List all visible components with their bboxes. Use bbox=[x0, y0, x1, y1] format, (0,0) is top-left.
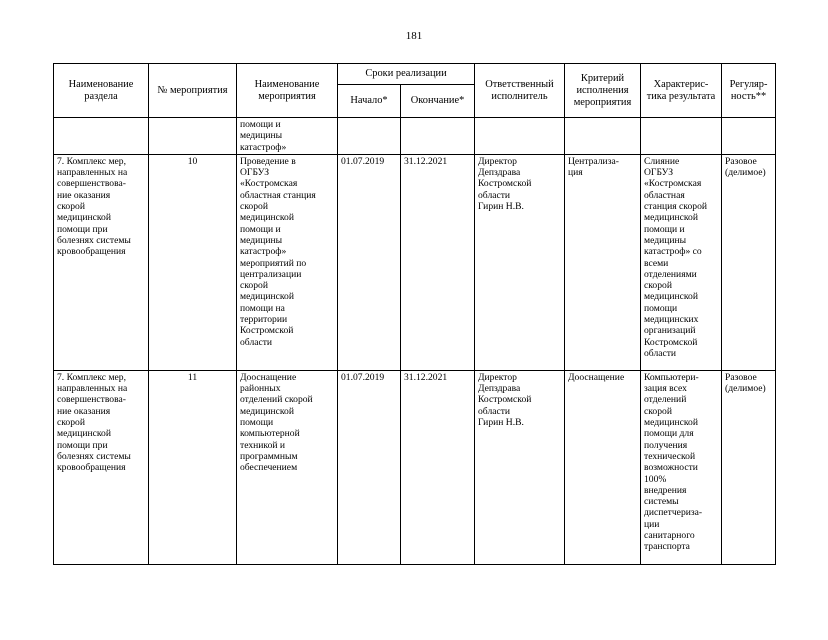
section-cell: 7. Комплекс мер, направленных на совершенствова- ние оказания скорой медицинской помощи при болезнях системы кровообращения bbox=[54, 154, 149, 370]
header-end: Окончание* bbox=[401, 85, 475, 118]
regularity-cell: Разовое (делимое) bbox=[722, 154, 776, 370]
header-dates: Сроки реализации bbox=[338, 64, 475, 85]
result-cell: Слияние ОГБУЗ «Костромская областная станция скорой медицинской помощи и медицины катастроф» со всеми отделениями скорой медицинской помощи медицинских организаций Костромской области bbox=[641, 154, 722, 370]
criterion-cell: Централиза- ция bbox=[565, 154, 641, 370]
end-date-cell: 31.12.2021 bbox=[401, 370, 475, 564]
regularity-cell: Разовое (делимое) bbox=[722, 370, 776, 564]
end-date-cell: 31.12.2021 bbox=[401, 154, 475, 370]
name-cell: Проведение в ОГБУЗ «Костромская областная станция скорой медицинской помощи и медицины катастроф» мероприятий по централизации скорой медицинской помощи на территории Костромской области bbox=[237, 154, 338, 370]
header-start: Начало* bbox=[338, 85, 401, 118]
criterion-cell: Дооснащение bbox=[565, 370, 641, 564]
header-result: Характерис-тика результата bbox=[641, 64, 722, 118]
responsible-cell: Директор Депздрава Костромской области Гирин Н.В. bbox=[475, 370, 565, 564]
header-responsible: Ответственный исполнитель bbox=[475, 64, 565, 118]
header-regularity: Регуляр-ность** bbox=[722, 64, 776, 118]
start-date-cell: 01.07.2019 bbox=[338, 370, 401, 564]
header-section: Наименование раздела bbox=[54, 64, 149, 118]
table-row-continuation bbox=[54, 118, 776, 155]
section-cell: 7. Комплекс мер, направленных на совершенствова- ние оказания скорой медицинской помощи при болезнях системы кровообращения bbox=[54, 370, 149, 564]
start-date-cell: 01.07.2019 bbox=[338, 154, 401, 370]
number-cell: 11 bbox=[149, 370, 237, 564]
page-number: 181 bbox=[405, 30, 423, 42]
result-cell: Компьютери- зация всех отделений скорой медицинской помощи для получения технической возможности 100% внедрения системы диспетчериза- ции санитарного транспорта bbox=[641, 370, 722, 564]
number-cell: 10 bbox=[149, 154, 237, 370]
header-number: № мероприятия bbox=[149, 64, 237, 118]
header-criterion: Критерий исполнения мероприятия bbox=[565, 64, 641, 118]
continuation-name: помощи и медицины катастроф» bbox=[237, 118, 338, 155]
header-name: Наименование мероприятия bbox=[237, 64, 338, 118]
name-cell: Дооснащение районных отделений скорой медицинской помощи компьютерной техникой и программным обеспечением bbox=[237, 370, 338, 564]
table-row bbox=[54, 154, 776, 370]
table-row bbox=[54, 370, 776, 564]
measures-table bbox=[53, 63, 776, 565]
responsible-cell: Директор Депздрава Костромской области Гирин Н.В. bbox=[475, 154, 565, 370]
